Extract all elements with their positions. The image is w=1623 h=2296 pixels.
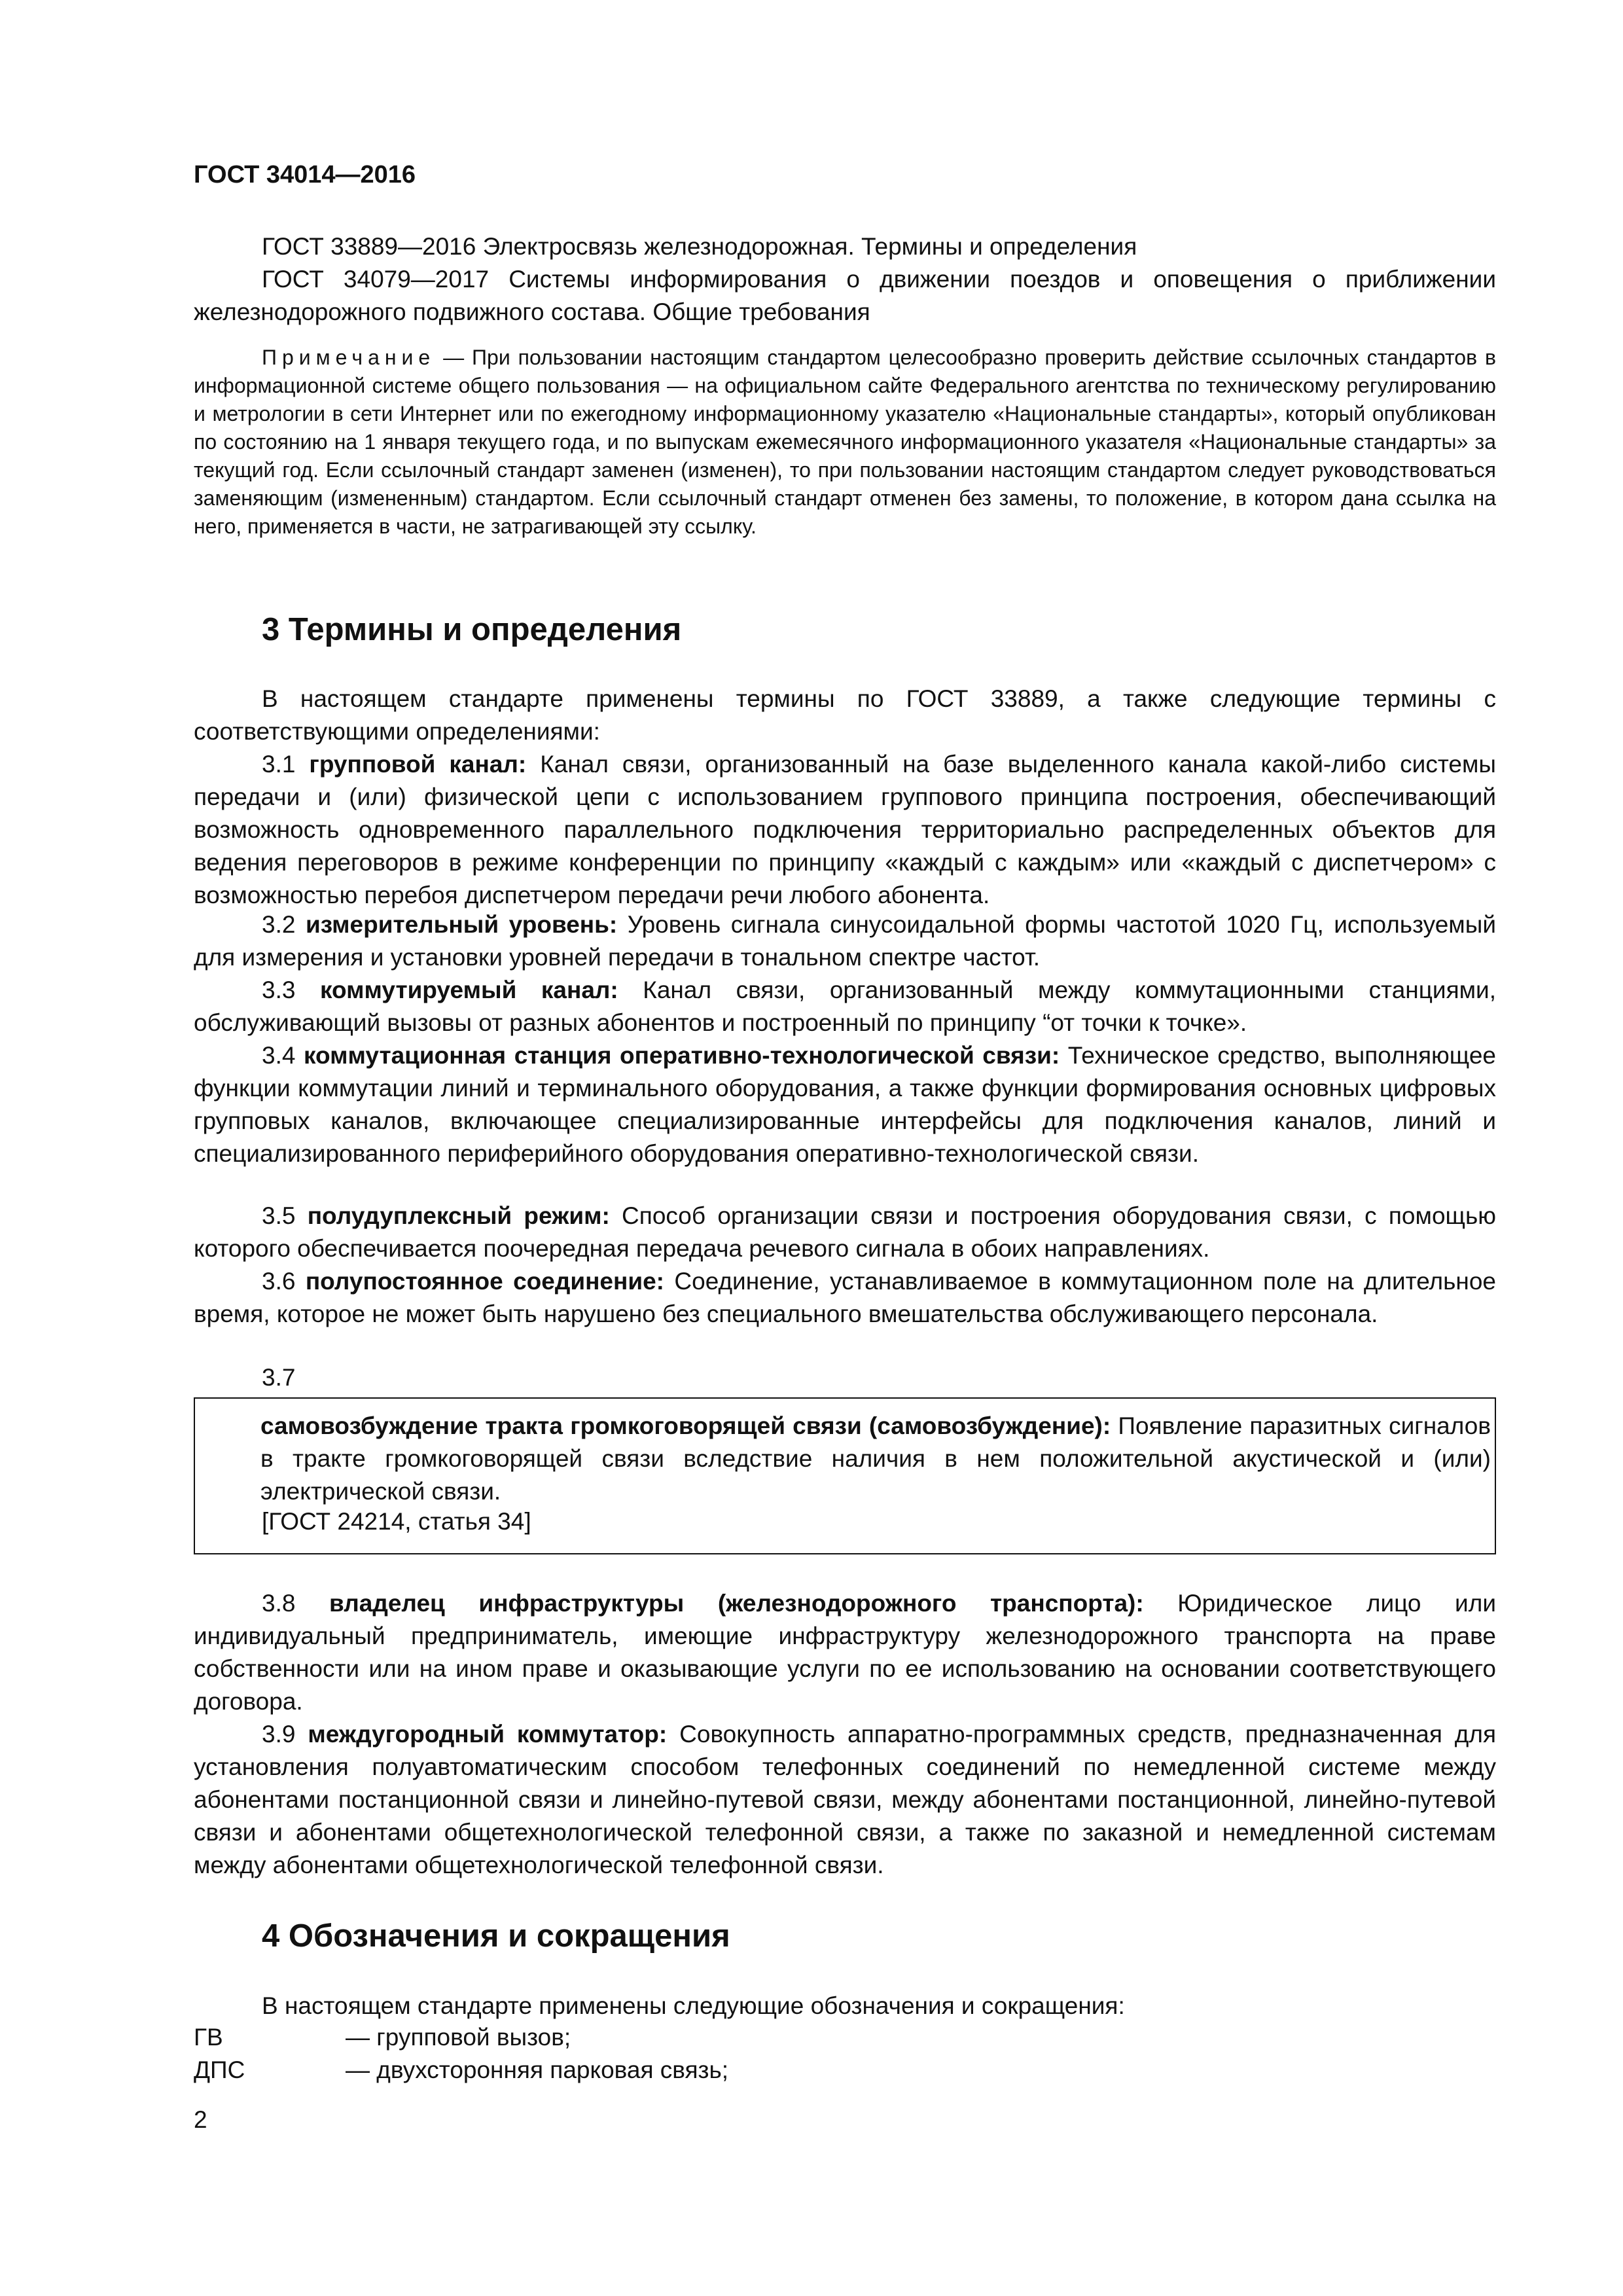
term-3-7-number: 3.7 [262, 1364, 296, 1391]
abbreviation: ГВ [194, 2024, 223, 2051]
term-name: полудуплексный режим: [307, 1202, 610, 1229]
term-name: коммутационная станция оперативно-технологической связи: [304, 1042, 1060, 1069]
abbreviation-row [194, 2056, 728, 2084]
term-3-5: 3.5 полудуплексный режим: Способ организации связи и построения оборудования связи, с помощью которого обеспечивается поочередная передача речевого сигнала в обоих направлениях. [194, 1202, 1496, 1262]
page-number: 2 [194, 2106, 207, 2133]
reference-item: ГОСТ 33889—2016 Электросвязь железнодорожная. Термины и определения [262, 233, 1137, 260]
reference-item: ГОСТ 34079—2017 Системы информирования о движении поездов и оповещения о приближении железнодорожного подвижного состава. Общие требования [194, 266, 1496, 325]
term-3-9: 3.9 междугородный коммутатор: Совокупность аппаратно-программных средств, предназначенная для установления полуавтоматическим способом телефонных соединений по немедленной системе между абонентами постанционной связи и линейно-путевой связи, между абонентами постанционной, линейно-путевой связи и абонентами общетехнологической телефонной связи, а также по заказной и немедленной системам между абонентами общетехнологической телефонной связи. [194, 1721, 1497, 1878]
note-text: — При пользовании настоящим стандартом целесообразно проверить действие ссылочных стандартов в информационной системе общего пользования — на официальном сайте Федерального агентства по техническому регулированию и метрологии в сети Интернет или по ежегодному информационному указателю «Национальные стандарты», который опубликован по состоянию на 1 января текущего года, и по выпускам ежемесячного информационного указателя «Национальные стандарты» за текущий год. Если ссылочный стандарт заменен (изменен), то при пользовании настоящим стандартом следует руководствоваться заменяющим (измененным) стандартом. Если ссылочный стандарт отменен без замены, то положение, в котором дана ссылка на него, применяется в части, не затрагивающей эту ссылку. [194, 346, 1496, 538]
term-3-2: 3.2 измерительный уровень: Уровень сигнала синусоидальной формы частотой 1020 Гц, используемый для измерения и установки уровней передачи в тональном спектре частот. [194, 911, 1496, 971]
section-3-heading: 3 Термины и определения [262, 612, 682, 647]
term-3-3: 3.3 коммутируемый канал: Канал связи, организованный между коммутационными станциями, обслуживающий вызовы от разных абонентов и построенный по принципу “от точки к точке». [194, 977, 1496, 1036]
term-3-1: 3.1 групповой канал: Канал связи, организованный на базе выделенного канала какой-либо системы передачи и (или) физической цепи с использованием группового принципа построения, обеспечивающий возможность одновременного параллельного подключения территориально распределенных объектов для ведения переговоров в режиме конференции по принципу «каждый с каждым» или «каждый с диспетчером» с возможностью перебоя диспетчером передачи речи любого абонента. [194, 751, 1496, 908]
abbreviation-definition: — групповой вызов; [346, 2024, 571, 2051]
document-header: ГОСТ 34014—2016 [194, 161, 416, 188]
note-label: Примечание [262, 346, 436, 369]
section-4-intro: В настоящем стандарте применены следующие обозначения и сокращения: [262, 1992, 1125, 2019]
term-3-6: 3.6 полупостоянное соединение: Соединение, устанавливаемое в коммутационном поле на длительное время, которое не может быть нарушено без специального вмешательства обслуживающего персонала. [194, 1268, 1496, 1327]
term-3-8: 3.8 владелец инфраструктуры (железнодорожного транспорта): Юридическое лицо или индивидуальный предприниматель, имеющие инфраструктуру железнодорожного транспорта на праве собственности или на ином праве и оказывающие услуги по ее использованию на основании соответствующего договора. [194, 1590, 1496, 1715]
abbreviation: ДПС [194, 2056, 245, 2083]
term-name: владелец инфраструктуры (железнодорожного транспорта): [329, 1590, 1144, 1617]
boxed-term: самовозбуждение тракта громкоговорящей связи (самовозбуждение): Появление паразитных сигналов в тракте громкоговорящей связи вследствие наличия в нем положительной акустической и (или) электрической связи. [260, 1412, 1491, 1505]
boxed-term-source: [ГОСТ 24214, статья 34] [262, 1508, 531, 1535]
section-3-intro: В настоящем стандарте применены термины по ГОСТ 33889, а также следующие термины с соответствующими определениями: [194, 685, 1496, 745]
term-name: самовозбуждение тракта громкоговорящей связи (самовозбуждение): [260, 1412, 1111, 1439]
term-name: полупостоянное соединение: [305, 1268, 664, 1295]
term-name: междугородный коммутатор: [308, 1721, 668, 1748]
term-name: коммутируемый канал: [320, 977, 618, 1003]
abbreviation-definition: — двухсторонняя парковая связь; [346, 2056, 729, 2083]
section-4-heading: 4 Обозначения и сокращения [262, 1918, 730, 1954]
note-paragraph [194, 344, 1496, 541]
term-name: измерительный уровень: [305, 911, 618, 938]
term-3-4: 3.4 коммутационная станция оперативно-технологической связи: Техническое средство, выполняющее функции коммутации линий и терминального оборудования, а также функции формирования основных цифровых групповых каналов, включающее специализированные интерфейсы для подключения каналов, линий и специализированного периферийного оборудования оперативно-технологической связи. [194, 1042, 1496, 1167]
term-name: групповой канал: [309, 751, 527, 778]
abbreviation-row [194, 2024, 571, 2051]
